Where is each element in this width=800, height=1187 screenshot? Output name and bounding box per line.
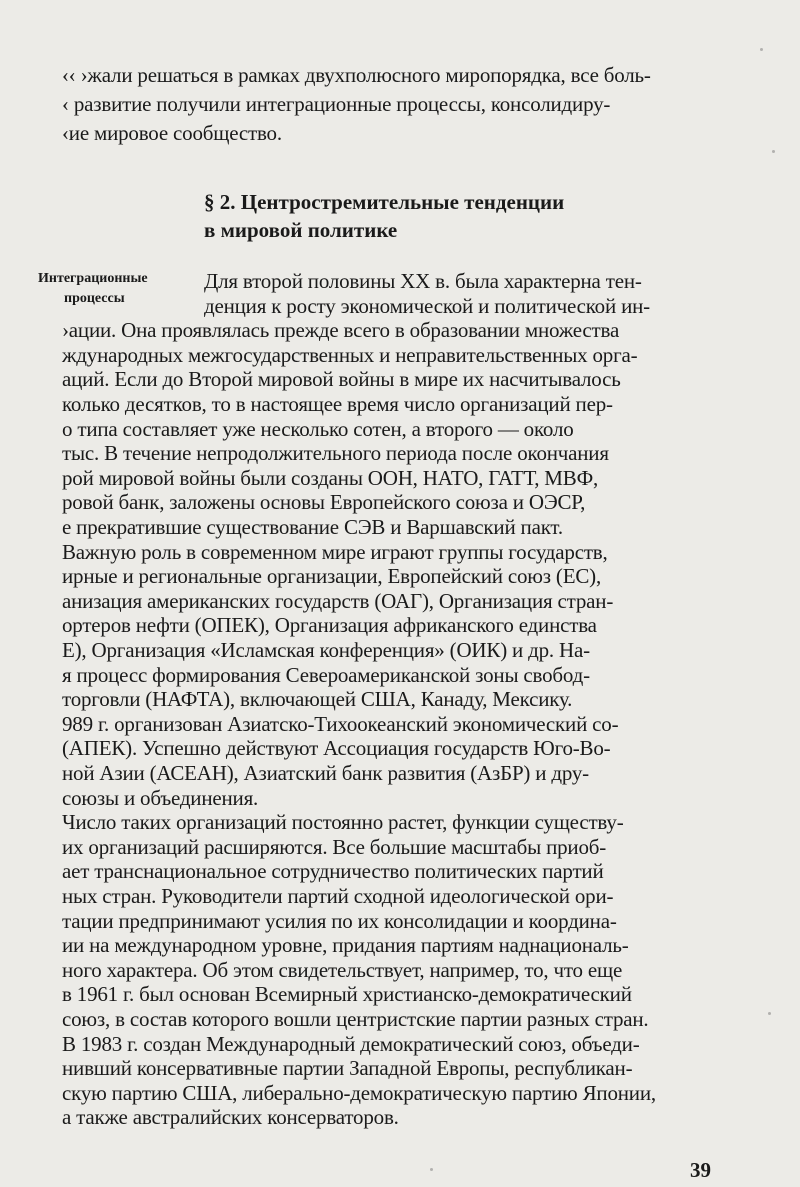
body-line: тыс. В течение непродолжительного периода после окончания bbox=[62, 441, 609, 466]
body-line: ного характера. Об этом свидетельствует, например, то, что еще bbox=[62, 957, 623, 982]
body-line: е прекратившие существование СЭВ и Варшавский пакт. bbox=[62, 515, 563, 539]
body-line: нивший консервативные партии Западной Европы, республикан- bbox=[62, 1056, 633, 1081]
intro-line: ‹ие мировое сообщество. bbox=[62, 121, 282, 145]
body-line: союз, в состав которого вошли центристские партии разных стран. bbox=[62, 1007, 649, 1031]
scan-speck bbox=[772, 150, 775, 153]
body-line: 989 г. организован Азиатско-Тихоокеанский экономический со- bbox=[62, 711, 619, 736]
body-line: ных стран. Руководители партий сходной идеологической ори- bbox=[62, 884, 614, 908]
body-line: ии на международном уровне, придания партиям наднациональ- bbox=[62, 933, 629, 958]
body-line: ортеров нефти (ОПЕК), Организация африканского единства bbox=[62, 613, 597, 638]
intro-line: ‹ развитие получили интеграционные процессы, консолидиру- bbox=[62, 92, 611, 116]
scan-speck bbox=[430, 1168, 433, 1171]
body-line: колько десятков, то в настоящее время число организаций пер- bbox=[62, 392, 613, 416]
intro-line: ‹‹ ›жали решаться в рамках двухполюсного миропорядка, все боль- bbox=[62, 63, 651, 87]
scan-speck bbox=[768, 1012, 771, 1015]
page-number: 39 bbox=[690, 1158, 711, 1182]
body-line: аций. Если до Второй мировой войны в мире их насчитывалось bbox=[62, 367, 621, 392]
body-line: Число таких организаций постоянно растет, функции существу- bbox=[62, 810, 624, 835]
scan-speck bbox=[760, 48, 763, 51]
section-title: § 2. Центростремительные тенденции bbox=[204, 190, 565, 214]
body-line: их организаций расширяются. Все большие масштабы приоб- bbox=[62, 834, 607, 859]
body-line: Е), Организация «Исламская конференция» (ОИК) и др. На- bbox=[62, 638, 590, 662]
body-line: скую партию США, либерально-демократическую партию Японии, bbox=[62, 1080, 656, 1105]
body-line: тации предпринимают усилия по их консолидации и координа- bbox=[62, 908, 617, 933]
body-line: анизация американских государств (ОАГ), Организация стран- bbox=[62, 588, 614, 613]
body-line: Важную роль в современном мире играют группы государств, bbox=[62, 539, 608, 564]
body-line: ›ации. Она проявлялась прежде всего в образовании множества bbox=[62, 318, 620, 343]
body-line: Для второй половины XX в. была характерна тен- bbox=[204, 269, 642, 293]
body-line: я процесс формирования Североамериканской зоны свобод- bbox=[62, 662, 590, 687]
body-line: рой мировой войны были созданы ООН, НАТО, ГАТТ, МВФ, bbox=[62, 465, 599, 490]
body-line: денция к росту экономической и политической ин- bbox=[204, 293, 650, 318]
margin-note-line: процессы bbox=[64, 291, 125, 306]
body-line: В 1983 г. создан Международный демократический союз, объеди- bbox=[62, 1031, 640, 1056]
body-line: ает транснациональное сотрудничество политических партий bbox=[62, 859, 604, 884]
section-subtitle: в мировой политике bbox=[204, 218, 398, 242]
body-line: ровой банк, заложены основы Европейского союза и ОЭСР, bbox=[62, 490, 586, 515]
body-line: торговли (НАФТА), включающей США, Канаду, Мексику. bbox=[62, 687, 573, 712]
body-line: о типа составляет уже несколько сотен, а второго — около bbox=[62, 416, 574, 441]
body-line: а также австралийских консерваторов. bbox=[62, 1105, 399, 1130]
body-line: ждународных межгосударственных и неправительственных орга- bbox=[62, 342, 638, 367]
body-line: союзы и объединения. bbox=[62, 785, 259, 810]
margin-note-line: Интеграционные bbox=[38, 271, 148, 286]
body-line: ной Азии (АСЕАН), Азиатский банк развития (АзБР) и дру- bbox=[62, 761, 589, 785]
body-line: (АПЕК). Успешно действуют Ассоциация государств Юго-Во- bbox=[62, 736, 611, 761]
body-line: в 1961 г. был основан Всемирный христианско-демократический bbox=[62, 982, 632, 1007]
body-line: ирные и региональные организации, Европейский союз (ЕС), bbox=[62, 564, 601, 589]
